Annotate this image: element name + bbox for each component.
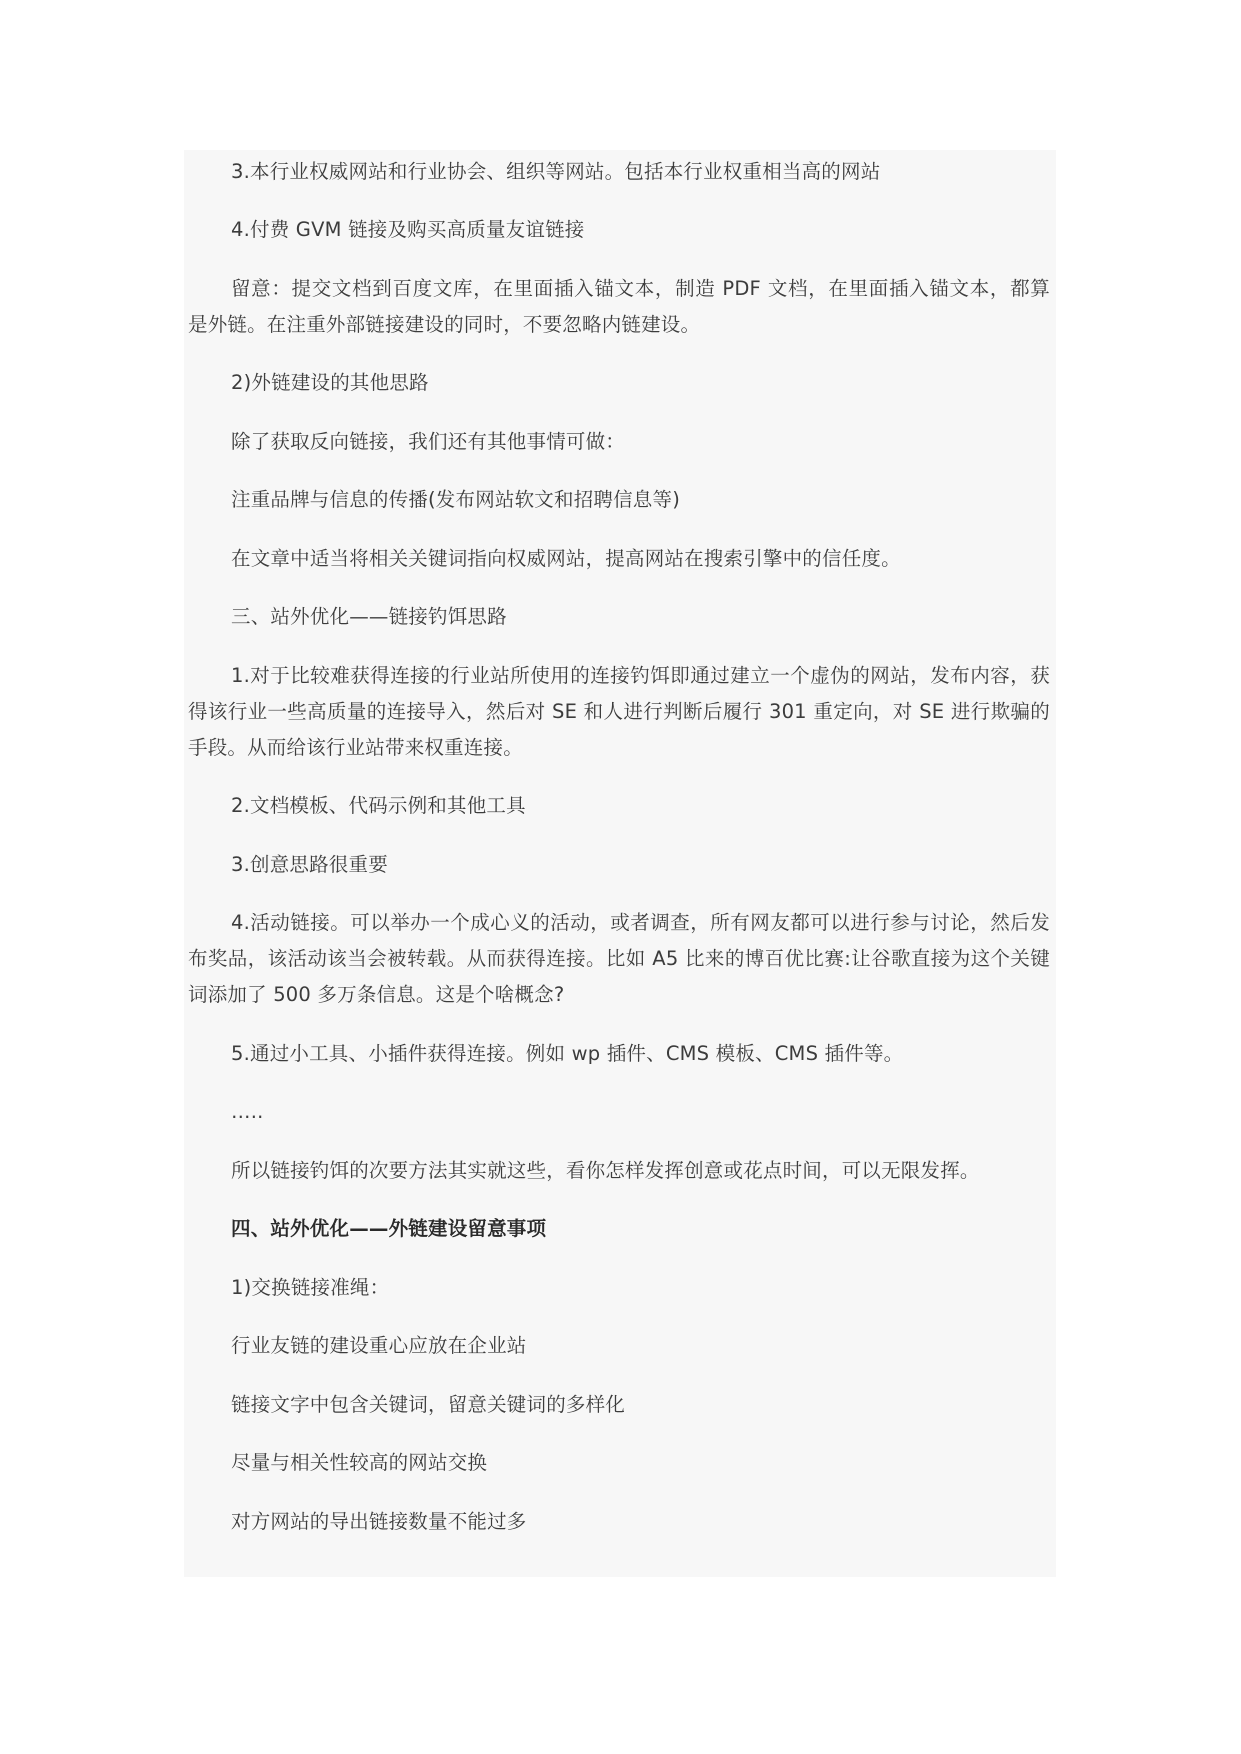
paragraph: 4.付费 GVM 链接及购买高质量友谊链接 <box>231 218 585 241</box>
paragraph: 4.活动链接。可以举办一个成心义的活动，或者调查，所有网友都可以进行参与讨论，然后发布奖品，该活动该当会被转载。从而获得连接。比如 A5 比来的博百优比赛:让谷歌直接为这个关键词添加了 500 多万条信息。这是个啥概念? <box>188 911 1050 1006</box>
paragraph: 2)外链建设的其他思路 <box>231 371 429 394</box>
paragraph: 1.对于比较难获得连接的行业站所使用的连接钓饵即通过建立一个虚伪的网站，发布内容，获得该行业一些高质量的连接导入，然后对 SE 和人进行判断后履行 301 重定向，对 SE 进行欺骗的手段。从而给该行业站带来权重连接。 <box>188 664 1050 759</box>
paragraph: 所以链接钓饵的次要方法其实就这些，看你怎样发挥创意或花点时间，可以无限发挥。 <box>231 1159 980 1182</box>
ellipsis-line: ….. <box>231 1100 264 1123</box>
section-heading: 四、站外优化——外链建设留意事项 <box>231 1217 547 1240</box>
paragraph: 5.通过小工具、小插件获得连接。例如 wp 插件、CMS 模板、CMS 插件等。 <box>231 1042 904 1065</box>
document-content <box>184 150 1056 1577</box>
paragraph: 留意：提交文档到百度文库，在里面插入锚文本，制造 PDF 文档，在里面插入锚文本，都算是外链。在注重外部链接建设的同时，不要忽略内链建设。 <box>188 277 1050 336</box>
paragraph: 链接文字中包含关键词，留意关键词的多样化 <box>231 1393 626 1416</box>
paragraph: 1)交换链接准绳： <box>231 1276 390 1299</box>
paragraph: 尽量与相关性较高的网站交换 <box>231 1451 488 1474</box>
paragraph: 除了获取反向链接，我们还有其他事情可做： <box>231 430 626 453</box>
section-heading: 三、站外优化——链接钓饵思路 <box>231 605 507 628</box>
paragraph: 3.创意思路很重要 <box>231 853 388 876</box>
paragraph: 行业友链的建设重心应放在企业站 <box>231 1334 527 1357</box>
paragraph: 2.文档模板、代码示例和其他工具 <box>231 794 526 817</box>
paragraph: 注重品牌与信息的传播(发布网站软文和招聘信息等) <box>231 488 681 511</box>
paragraph: 对方网站的导出链接数量不能过多 <box>231 1510 527 1533</box>
paragraph: 在文章中适当将相关关键词指向权威网站，提高网站在搜索引擎中的信任度。 <box>231 547 901 570</box>
paragraph: 3.本行业权威网站和行业协会、组织等网站。包括本行业权重相当高的网站 <box>231 160 881 183</box>
